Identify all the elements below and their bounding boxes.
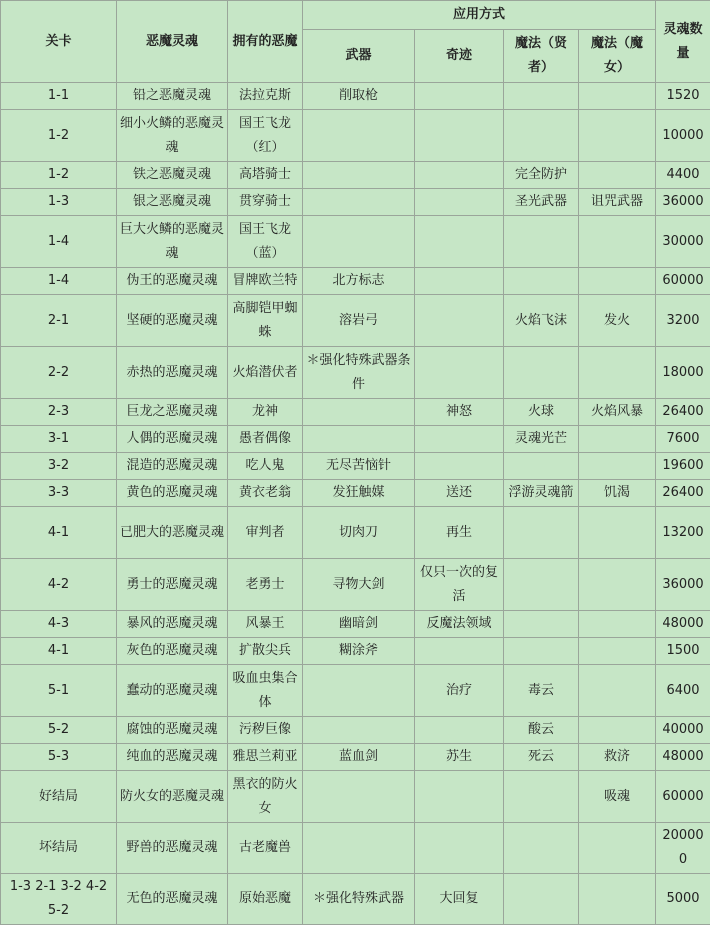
cell-miracle: 苏生 (415, 744, 504, 771)
cell-count: 18000 (656, 347, 710, 399)
cell-miracle (415, 347, 504, 399)
cell-magic-witch (579, 638, 656, 665)
table-row (1, 744, 710, 771)
table-row (1, 426, 710, 453)
cell-miracle: 大回复 (415, 874, 504, 925)
cell-miracle: 反魔法领域 (415, 611, 504, 638)
cell-count: 36000 (656, 189, 710, 216)
cell-count: 3200 (656, 295, 710, 347)
cell-soul: 蠢动的恶魔灵魂 (117, 665, 228, 717)
cell-magic-sage (504, 216, 579, 268)
cell-owner: 老勇士 (228, 559, 303, 611)
cell-stage: 1-2 (1, 110, 117, 162)
cell-miracle: 再生 (415, 507, 504, 559)
cell-count: 48000 (656, 744, 710, 771)
cell-weapon: ＊强化特殊武器 (303, 874, 415, 925)
cell-miracle: 仅只一次的复活 (415, 559, 504, 611)
cell-stage: 4-1 (1, 638, 117, 665)
cell-weapon (303, 823, 415, 874)
cell-owner: 审判者 (228, 507, 303, 559)
cell-magic-witch (579, 268, 656, 295)
table-row (1, 216, 710, 268)
cell-owner: 风暴王 (228, 611, 303, 638)
cell-stage: 1-1 (1, 83, 117, 110)
cell-count: 26400 (656, 480, 710, 507)
cell-miracle (415, 426, 504, 453)
cell-soul: 纯血的恶魔灵魂 (117, 744, 228, 771)
cell-magic-sage: 酸云 (504, 717, 579, 744)
table-body (1, 83, 710, 925)
cell-stage: 5-3 (1, 744, 117, 771)
cell-soul: 细小火鳞的恶魔灵魂 (117, 110, 228, 162)
cell-magic-witch (579, 823, 656, 874)
cell-miracle (415, 823, 504, 874)
table-row (1, 189, 710, 216)
cell-magic-sage (504, 559, 579, 611)
cell-stage: 4-2 (1, 559, 117, 611)
table-row (1, 295, 710, 347)
cell-owner: 贯穿骑士 (228, 189, 303, 216)
cell-magic-witch (579, 559, 656, 611)
table-row (1, 110, 710, 162)
cell-weapon: ＊强化特殊武器条件 (303, 347, 415, 399)
cell-weapon (303, 771, 415, 823)
cell-magic-sage (504, 638, 579, 665)
cell-miracle (415, 189, 504, 216)
table-header (1, 1, 710, 83)
cell-soul: 银之恶魔灵魂 (117, 189, 228, 216)
cell-owner: 吃人鬼 (228, 453, 303, 480)
cell-magic-sage (504, 453, 579, 480)
cell-magic-witch (579, 162, 656, 189)
cell-weapon (303, 110, 415, 162)
table-row (1, 162, 710, 189)
cell-count: 36000 (656, 559, 710, 611)
cell-count: 5000 (656, 874, 710, 925)
cell-magic-witch (579, 507, 656, 559)
cell-magic-witch: 吸魂 (579, 771, 656, 823)
header-magic-witch: 魔法（魔女） (579, 30, 656, 83)
cell-owner: 火焰潜伏者 (228, 347, 303, 399)
cell-magic-witch: 救济 (579, 744, 656, 771)
cell-magic-sage: 毒云 (504, 665, 579, 717)
cell-stage: 3-1 (1, 426, 117, 453)
cell-count: 7600 (656, 426, 710, 453)
cell-soul: 已肥大的恶魔灵魂 (117, 507, 228, 559)
cell-count: 200000 (656, 823, 710, 874)
cell-weapon: 糊涂斧 (303, 638, 415, 665)
table-row (1, 507, 710, 559)
cell-stage: 2-2 (1, 347, 117, 399)
cell-count: 26400 (656, 399, 710, 426)
cell-stage: 1-3 2-1 3-2 4-2 5-2 (1, 874, 117, 925)
cell-stage: 好结局 (1, 771, 117, 823)
cell-count: 60000 (656, 771, 710, 823)
cell-magic-sage (504, 83, 579, 110)
cell-magic-sage: 灵魂光芒 (504, 426, 579, 453)
cell-stage: 2-3 (1, 399, 117, 426)
cell-count: 1520 (656, 83, 710, 110)
cell-soul: 腐蚀的恶魔灵魂 (117, 717, 228, 744)
header-owner: 拥有的恶魔 (228, 1, 303, 83)
cell-soul: 灰色的恶魔灵魂 (117, 638, 228, 665)
header-soul: 恶魔灵魂 (117, 1, 228, 83)
cell-soul: 野兽的恶魔灵魂 (117, 823, 228, 874)
table-row (1, 83, 710, 110)
cell-stage: 1-3 (1, 189, 117, 216)
cell-owner: 吸血虫集合体 (228, 665, 303, 717)
cell-weapon: 蓝血剑 (303, 744, 415, 771)
cell-weapon: 北方标志 (303, 268, 415, 295)
cell-stage: 5-2 (1, 717, 117, 744)
cell-miracle (415, 771, 504, 823)
cell-count: 19600 (656, 453, 710, 480)
cell-weapon (303, 189, 415, 216)
cell-magic-witch (579, 611, 656, 638)
cell-count: 48000 (656, 611, 710, 638)
cell-soul: 赤热的恶魔灵魂 (117, 347, 228, 399)
cell-weapon: 幽暗剑 (303, 611, 415, 638)
header-count: 灵魂数量 (656, 1, 710, 83)
cell-magic-witch (579, 83, 656, 110)
cell-count: 13200 (656, 507, 710, 559)
cell-owner: 龙神 (228, 399, 303, 426)
header-weapon: 武器 (303, 30, 415, 83)
table-row (1, 874, 710, 925)
cell-soul: 暴风的恶魔灵魂 (117, 611, 228, 638)
cell-magic-sage: 浮游灵魂箭 (504, 480, 579, 507)
cell-owner: 雅思兰莉亚 (228, 744, 303, 771)
cell-magic-witch (579, 216, 656, 268)
cell-count: 60000 (656, 268, 710, 295)
cell-miracle: 神怒 (415, 399, 504, 426)
cell-weapon (303, 665, 415, 717)
cell-stage: 2-1 (1, 295, 117, 347)
table-row (1, 638, 710, 665)
cell-magic-witch (579, 426, 656, 453)
cell-soul: 勇士的恶魔灵魂 (117, 559, 228, 611)
cell-magic-sage: 完全防护 (504, 162, 579, 189)
cell-soul: 铅之恶魔灵魂 (117, 83, 228, 110)
cell-soul: 无色的恶魔灵魂 (117, 874, 228, 925)
cell-magic-witch: 诅咒武器 (579, 189, 656, 216)
cell-weapon (303, 162, 415, 189)
cell-weapon (303, 399, 415, 426)
cell-soul: 铁之恶魔灵魂 (117, 162, 228, 189)
cell-owner: 法拉克斯 (228, 83, 303, 110)
cell-magic-sage: 火球 (504, 399, 579, 426)
cell-soul: 伪王的恶魔灵魂 (117, 268, 228, 295)
cell-miracle (415, 162, 504, 189)
cell-owner: 黄衣老翁 (228, 480, 303, 507)
cell-count: 10000 (656, 110, 710, 162)
table-row (1, 665, 710, 717)
cell-weapon (303, 717, 415, 744)
cell-owner: 国王飞龙（红） (228, 110, 303, 162)
table-row (1, 480, 710, 507)
cell-stage: 4-3 (1, 611, 117, 638)
cell-owner: 黑衣的防火女 (228, 771, 303, 823)
table-row (1, 268, 710, 295)
cell-owner: 古老魔兽 (228, 823, 303, 874)
cell-owner: 高脚铠甲蜘蛛 (228, 295, 303, 347)
cell-miracle (415, 268, 504, 295)
table-row (1, 611, 710, 638)
cell-weapon: 溶岩弓 (303, 295, 415, 347)
cell-magic-sage (504, 874, 579, 925)
cell-magic-sage: 火焰飞沫 (504, 295, 579, 347)
cell-magic-sage (504, 507, 579, 559)
cell-soul: 黄色的恶魔灵魂 (117, 480, 228, 507)
table-row (1, 453, 710, 480)
cell-owner: 愚者偶像 (228, 426, 303, 453)
cell-magic-sage (504, 823, 579, 874)
cell-miracle (415, 638, 504, 665)
cell-magic-sage (504, 611, 579, 638)
cell-magic-sage: 圣光武器 (504, 189, 579, 216)
cell-soul: 混造的恶魔灵魂 (117, 453, 228, 480)
cell-owner: 国王飞龙（蓝） (228, 216, 303, 268)
cell-magic-witch: 发火 (579, 295, 656, 347)
cell-soul: 人偶的恶魔灵魂 (117, 426, 228, 453)
cell-stage: 坏结局 (1, 823, 117, 874)
cell-weapon: 切肉刀 (303, 507, 415, 559)
cell-count: 30000 (656, 216, 710, 268)
cell-weapon: 寻物大剑 (303, 559, 415, 611)
cell-weapon: 无尽苦恼针 (303, 453, 415, 480)
table-row (1, 559, 710, 611)
cell-soul: 巨龙之恶魔灵魂 (117, 399, 228, 426)
cell-owner: 污秽巨像 (228, 717, 303, 744)
cell-weapon: 发狂触媒 (303, 480, 415, 507)
cell-count: 40000 (656, 717, 710, 744)
cell-weapon (303, 426, 415, 453)
cell-owner: 高塔骑士 (228, 162, 303, 189)
table-row (1, 771, 710, 823)
cell-magic-witch: 饥渴 (579, 480, 656, 507)
cell-magic-witch (579, 874, 656, 925)
cell-stage: 1-4 (1, 268, 117, 295)
cell-miracle (415, 717, 504, 744)
cell-magic-witch (579, 110, 656, 162)
cell-count: 4400 (656, 162, 710, 189)
cell-magic-sage: 死云 (504, 744, 579, 771)
cell-magic-witch (579, 665, 656, 717)
cell-miracle (415, 453, 504, 480)
cell-owner: 冒牌欧兰特 (228, 268, 303, 295)
cell-magic-sage (504, 110, 579, 162)
header-usage: 应用方式 (303, 1, 656, 30)
cell-magic-witch (579, 347, 656, 399)
cell-magic-sage (504, 771, 579, 823)
table-row (1, 399, 710, 426)
header-miracle: 奇迹 (415, 30, 504, 83)
cell-soul: 坚硬的恶魔灵魂 (117, 295, 228, 347)
cell-stage: 4-1 (1, 507, 117, 559)
table-row (1, 717, 710, 744)
header-magic-sage: 魔法（贤者） (504, 30, 579, 83)
cell-count: 6400 (656, 665, 710, 717)
cell-stage: 1-4 (1, 216, 117, 268)
cell-miracle: 送还 (415, 480, 504, 507)
table-row (1, 347, 710, 399)
cell-owner: 扩散尖兵 (228, 638, 303, 665)
header-stage: 关卡 (1, 1, 117, 83)
cell-miracle (415, 216, 504, 268)
cell-stage: 1-2 (1, 162, 117, 189)
cell-stage: 3-2 (1, 453, 117, 480)
cell-magic-witch: 火焰风暴 (579, 399, 656, 426)
cell-soul: 防火女的恶魔灵魂 (117, 771, 228, 823)
cell-count: 1500 (656, 638, 710, 665)
cell-magic-witch (579, 717, 656, 744)
cell-miracle (415, 83, 504, 110)
cell-miracle (415, 295, 504, 347)
cell-weapon: 削取枪 (303, 83, 415, 110)
cell-stage: 5-1 (1, 665, 117, 717)
cell-miracle (415, 110, 504, 162)
table-row (1, 823, 710, 874)
cell-miracle: 治疗 (415, 665, 504, 717)
cell-stage: 3-3 (1, 480, 117, 507)
cell-magic-sage (504, 268, 579, 295)
cell-soul: 巨大火鳞的恶魔灵魂 (117, 216, 228, 268)
cell-owner: 原始恶魔 (228, 874, 303, 925)
cell-weapon (303, 216, 415, 268)
cell-magic-witch (579, 453, 656, 480)
cell-magic-sage (504, 347, 579, 399)
